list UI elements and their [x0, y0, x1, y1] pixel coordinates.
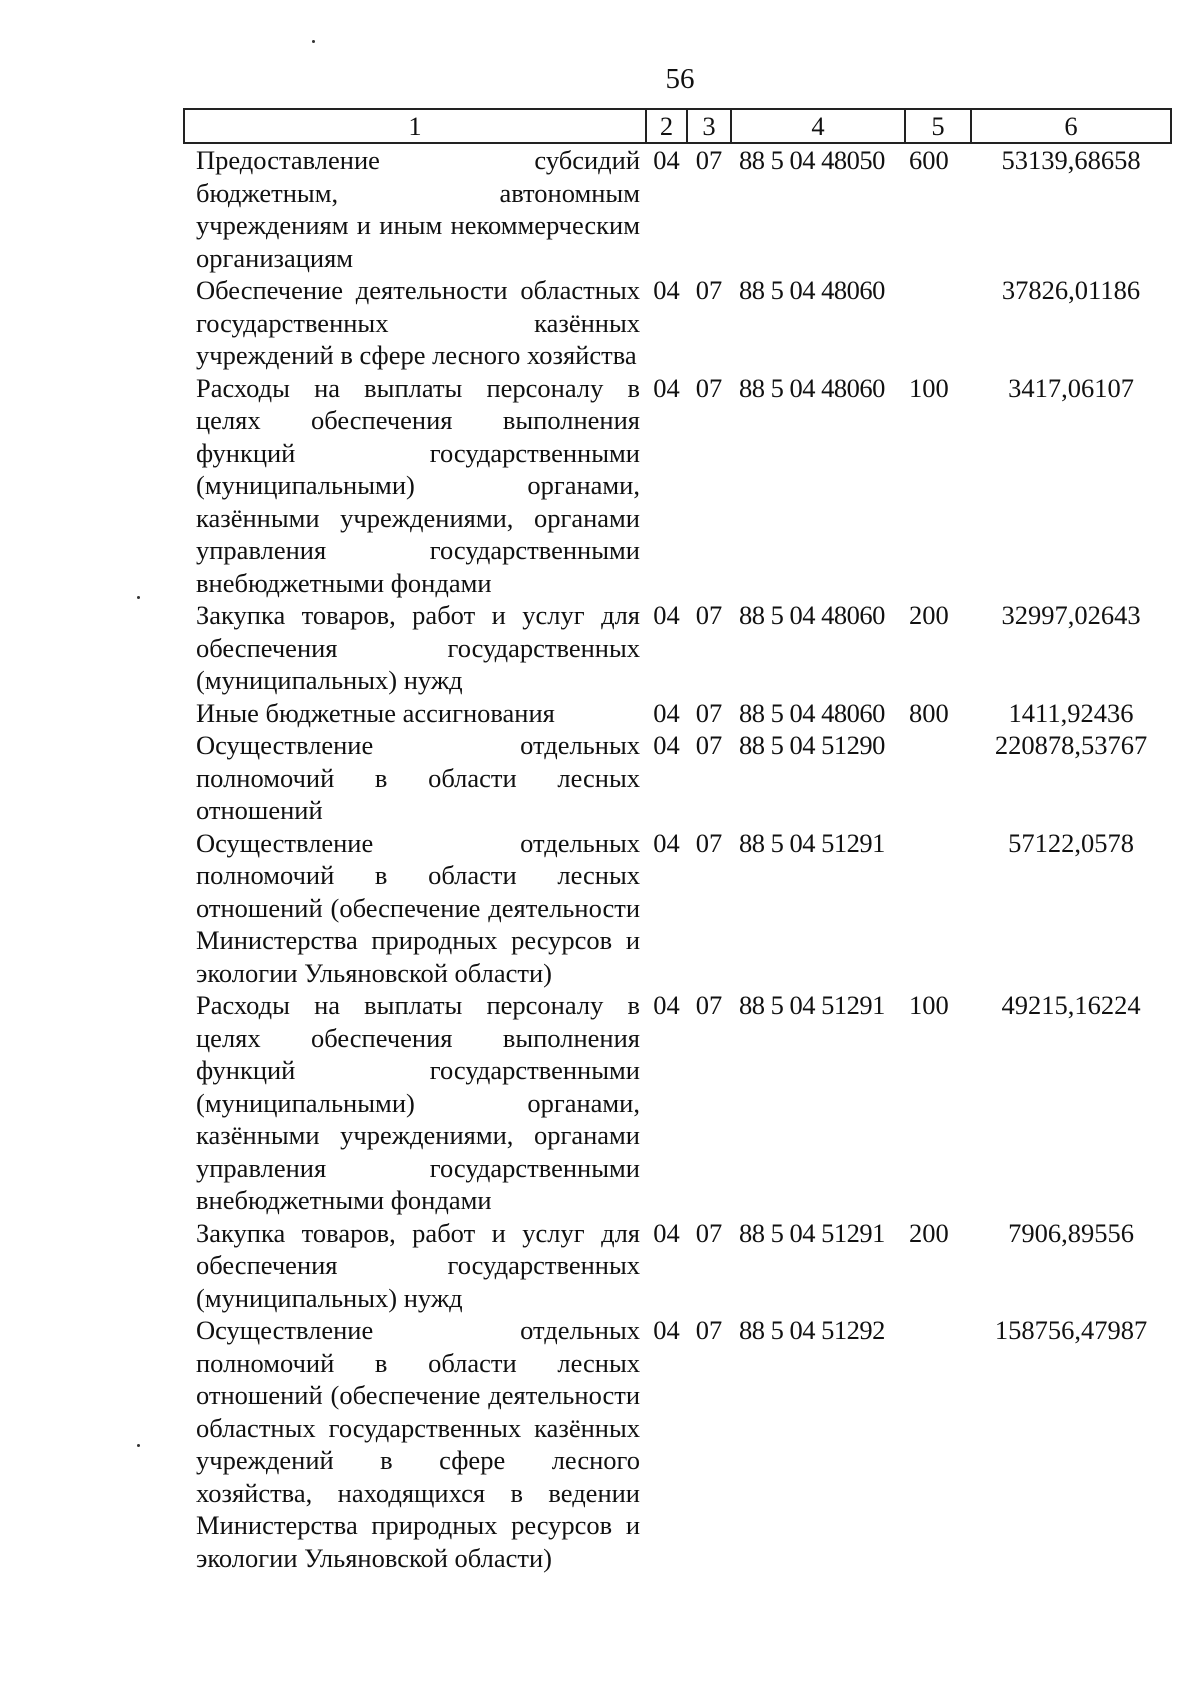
row-amount: 37826,01186	[1001, 275, 1141, 305]
budget-table	[183, 108, 1172, 1574]
row-target-article: 88 5 04 48060	[739, 697, 885, 728]
scan-speck	[137, 1444, 140, 1447]
row-target-article: 88 5 04 51292	[739, 1315, 885, 1345]
row-amount: 158756,47987	[994, 1315, 1148, 1345]
row-subsection: 07	[695, 145, 723, 175]
header-col-5: 5	[905, 109, 971, 143]
table-row	[184, 697, 1171, 730]
row-amount: 53139,68658	[1001, 145, 1141, 175]
header-col-3: 3	[687, 109, 731, 143]
row-name: Осуществление отдельных полномочий в области лесных отношений	[196, 730, 640, 825]
row-name: Предоставление субсидий бюджетным, автономным учреждениям и иным некоммерческим организациям	[196, 145, 640, 273]
row-name: Закупка товаров, работ и услуг для обеспечения государственных (муниципальных) нужд	[196, 1217, 640, 1313]
row-expense-type: 600	[909, 145, 949, 175]
table-row	[184, 989, 1171, 1217]
table-body	[184, 143, 1171, 1574]
row-section: 04	[653, 372, 680, 403]
row-section: 04	[653, 600, 680, 630]
table-row	[184, 1314, 1171, 1574]
scan-speck	[137, 596, 140, 599]
row-amount: 32997,02643	[1001, 600, 1141, 630]
row-amount: 220878,53767	[994, 730, 1148, 760]
table-row	[184, 1217, 1171, 1315]
row-section: 04	[653, 145, 680, 175]
row-section: 04	[653, 1315, 680, 1345]
row-name: Расходы на выплаты персоналу в целях обеспечения выполнения функций государственными (муниципальными) органами, казёнными учреждениями, органами управления государственными внебюджетными фондами	[196, 372, 640, 598]
header-row	[184, 109, 1171, 143]
row-target-article: 88 5 04 48050	[739, 145, 885, 175]
row-subsection: 07	[695, 697, 723, 728]
row-subsection: 07	[695, 600, 723, 630]
row-expense-type: 100	[909, 372, 949, 403]
row-amount: 57122,0578	[1008, 827, 1134, 858]
table-row	[184, 729, 1171, 827]
row-expense-type	[905, 1314, 971, 1574]
row-subsection: 07	[695, 1217, 723, 1248]
row-expense-type	[905, 729, 971, 827]
row-section: 04	[653, 275, 680, 305]
scan-speck	[312, 40, 315, 43]
row-name: Обеспечение деятельности областных государственных казённых учреждений в сфере лесного хозяйства	[196, 275, 640, 370]
header-col-2: 2	[646, 109, 687, 143]
row-expense-type: 800	[909, 697, 949, 728]
row-name: Расходы на выплаты персоналу в целях обеспечения выполнения функций государственными (муниципальными) органами, казёнными учреждениями, органами управления государственными внебюджетными фондами	[196, 990, 640, 1215]
page-number: 56	[665, 63, 695, 95]
row-section: 04	[653, 730, 680, 760]
row-target-article: 88 5 04 51291	[739, 990, 885, 1020]
table-row	[184, 599, 1171, 697]
row-section: 04	[653, 1217, 680, 1248]
row-section: 04	[653, 697, 680, 728]
table-header	[184, 109, 1171, 143]
row-amount: 7906,89556	[1008, 1217, 1134, 1248]
row-amount: 49215,16224	[1001, 990, 1141, 1020]
row-subsection: 07	[695, 827, 723, 858]
row-target-article: 88 5 04 48060	[739, 275, 885, 305]
row-section: 04	[653, 990, 680, 1020]
row-target-article: 88 5 04 48060	[739, 600, 885, 630]
row-expense-type	[905, 827, 971, 990]
row-target-article: 88 5 04 51291	[739, 1217, 885, 1248]
row-subsection: 07	[695, 372, 723, 403]
row-subsection: 07	[695, 275, 723, 305]
row-subsection: 07	[695, 1315, 723, 1345]
row-name: Осуществление отдельных полномочий в области лесных отношений (обеспечение деятельности областных государственных казённых учреждений в сфере лесного хозяйства, находящихся в ведении Министерства природных ресурсов и экологии Ульяновской области)	[196, 1315, 640, 1573]
row-expense-type: 100	[909, 990, 949, 1020]
row-amount: 3417,06107	[1008, 372, 1134, 403]
header-col-4: 4	[731, 109, 905, 143]
row-name: Осуществление отдельных полномочий в области лесных отношений (обеспечение деятельности Министерства природных ресурсов и экологии Ульяновской области)	[196, 827, 640, 988]
row-expense-type	[905, 274, 971, 372]
row-target-article: 88 5 04 51290	[739, 730, 885, 760]
row-section: 04	[653, 827, 680, 858]
row-target-article: 88 5 04 51291	[739, 827, 885, 858]
row-target-article: 88 5 04 48060	[739, 372, 885, 403]
table-row	[184, 827, 1171, 990]
row-expense-type: 200	[909, 600, 949, 630]
header-col-1: 1	[184, 109, 646, 143]
row-name: Иные бюджетные ассигнования	[196, 697, 555, 728]
row-name: Закупка товаров, работ и услуг для обеспечения государственных (муниципальных) нужд	[196, 600, 640, 695]
row-amount: 1411,92436	[1008, 697, 1134, 728]
header-col-6: 6	[971, 109, 1171, 143]
table-row	[184, 274, 1171, 372]
row-subsection: 07	[695, 730, 723, 760]
table-row	[184, 372, 1171, 600]
row-expense-type: 200	[909, 1217, 949, 1248]
table-row	[184, 143, 1171, 274]
row-subsection: 07	[695, 990, 723, 1020]
